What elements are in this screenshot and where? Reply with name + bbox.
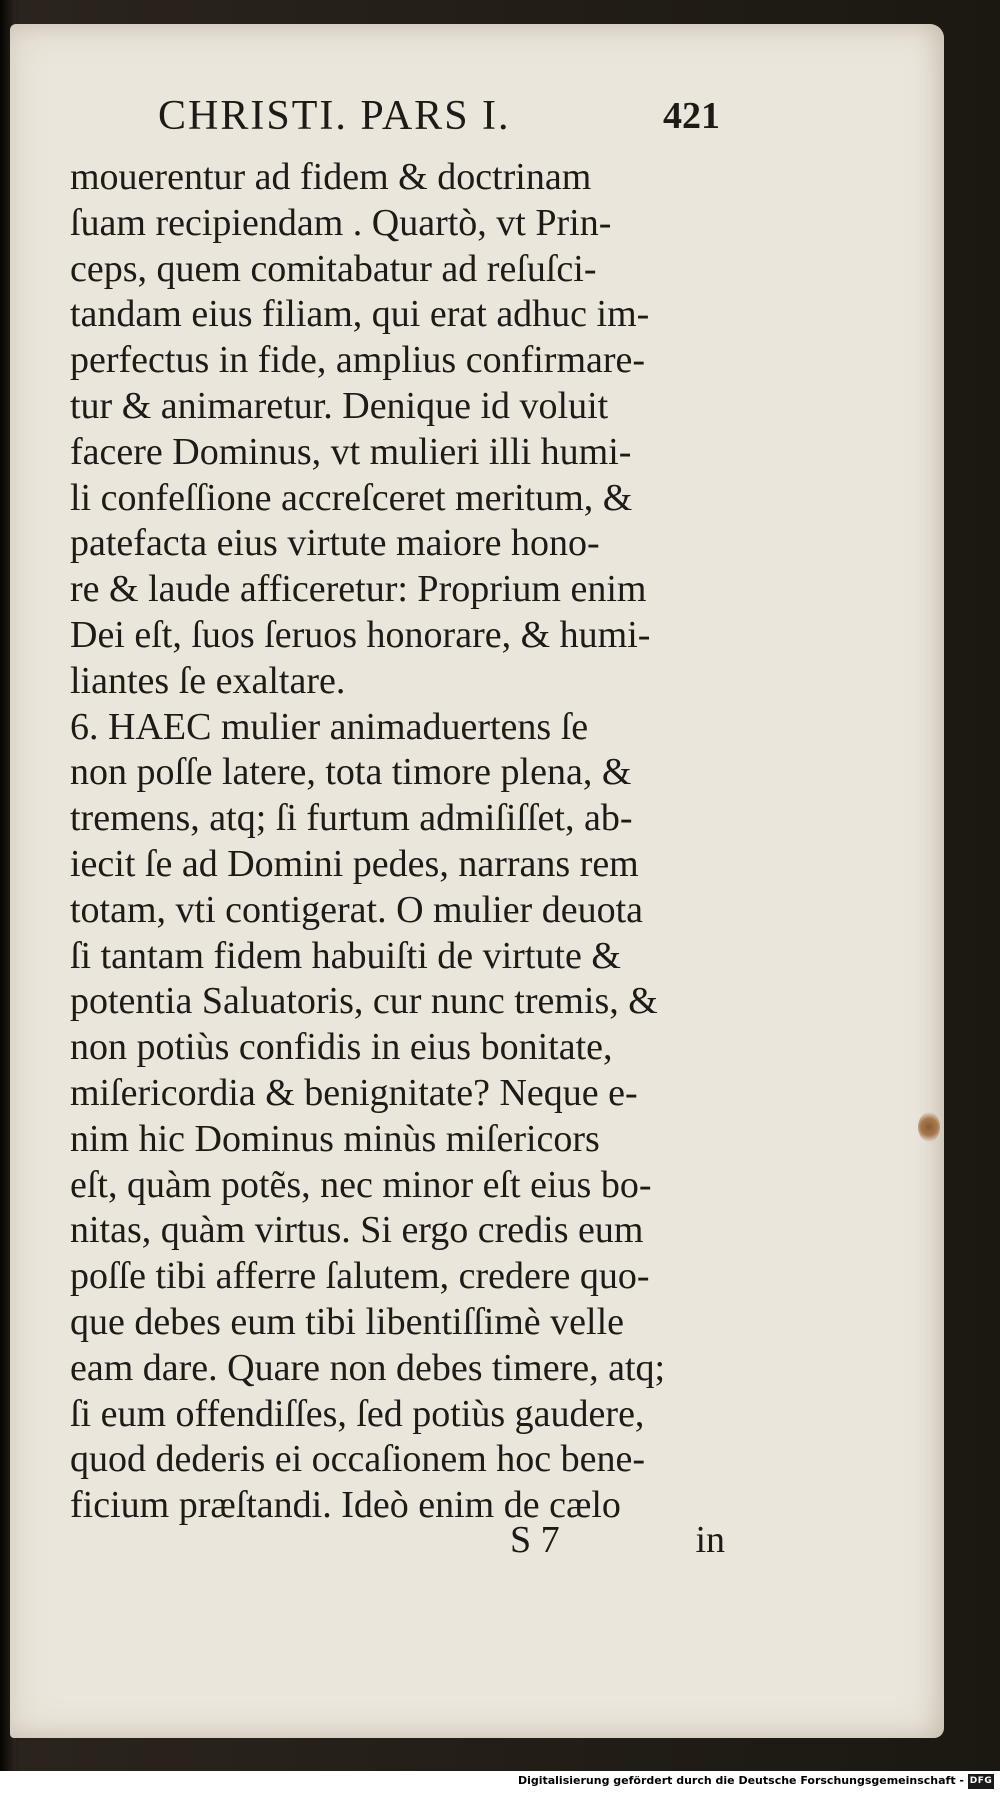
catchword: in [695, 1519, 725, 1561]
credit-text: Digitalisierung gefördert durch die Deutsche Forschungsgemeinschaft - [517, 1774, 964, 1787]
text-line: ſuam recipiendam . Quartò, vt Prin- [70, 201, 612, 244]
text-line: tremens, atq; ſi furtum admiſiſſet, ab- [70, 797, 633, 840]
text-line: 6. HAEC mulier animaduertens ſe [70, 705, 589, 748]
text-line: re & laude afficeretur: Proprium enim [70, 568, 647, 611]
running-title: CHRISTI. PARS I. [158, 93, 511, 139]
text-line: perfectus in fide, amplius confirmare- [70, 339, 646, 382]
text-line: liantes ſe exaltare. [70, 659, 346, 702]
text-line: tandam eius filiam, qui erat adhuc im- [70, 293, 650, 336]
text-line: eſt, quàm potẽs, nec minor eſt eius bo- [70, 1163, 652, 1206]
text-line: non poſſe latere, tota timore plena, & [70, 751, 632, 794]
body-text [70, 155, 710, 1529]
text-line: ſi tantam fidem habuiſti de virtute & [70, 934, 621, 977]
text-line: Dei eſt, ſuos ſeruos honorare, & humi- [70, 613, 651, 656]
credit-bar [0, 1771, 1000, 1793]
text-line: non potiùs confidis in eius bonitate, [70, 1026, 613, 1069]
text-line: li confeſſione accreſceret meritum, & [70, 476, 633, 519]
page-number: 421 [663, 95, 720, 137]
text-line: quod dederis ei occaſionem hoc bene- [70, 1438, 646, 1481]
text-line: ficium præſtandi. Ideò enim de cælo [70, 1484, 621, 1527]
text-line: patefacta eius virtute maiore hono- [70, 522, 600, 565]
text-line: iecit ſe ad Domini pedes, narrans rem [70, 842, 639, 885]
paper-stain [918, 1112, 940, 1142]
text-line: nitas, quàm virtus. Si ergo credis eum [70, 1209, 644, 1252]
page-header [146, 92, 726, 152]
text-line: ſi eum offendiſſes, ſed potiùs gaudere, [70, 1392, 645, 1435]
text-line: eam dare. Quare non debes timere, atq; [70, 1346, 666, 1389]
dfg-logo-icon: DFG [968, 1774, 994, 1789]
text-line: poſſe tibi afferre ſalutem, credere quo- [70, 1255, 650, 1298]
text-line: potentia Saluatoris, cur nunc tremis, & [70, 980, 658, 1023]
text-line: nim hic Dominus minùs miſericors [70, 1117, 600, 1160]
text-line: totam, vti contigerat. O mulier deuota [70, 888, 644, 931]
text-line: que debes eum tibi libentiſſimè velle [70, 1300, 625, 1343]
text-line: ceps, quem comitabatur ad reſuſci- [70, 247, 597, 290]
text-line: miſericordia & benignitate? Neque e- [70, 1071, 638, 1114]
text-line: facere Dominus, vt mulieri illi humi- [70, 430, 632, 473]
text-line: mouerentur ad fidem & doctrinam [70, 156, 592, 198]
text-line: tur & animaretur. Denique id voluit [70, 384, 609, 427]
signature-mark: S 7 [510, 1519, 560, 1561]
page-footer [510, 1518, 725, 1574]
